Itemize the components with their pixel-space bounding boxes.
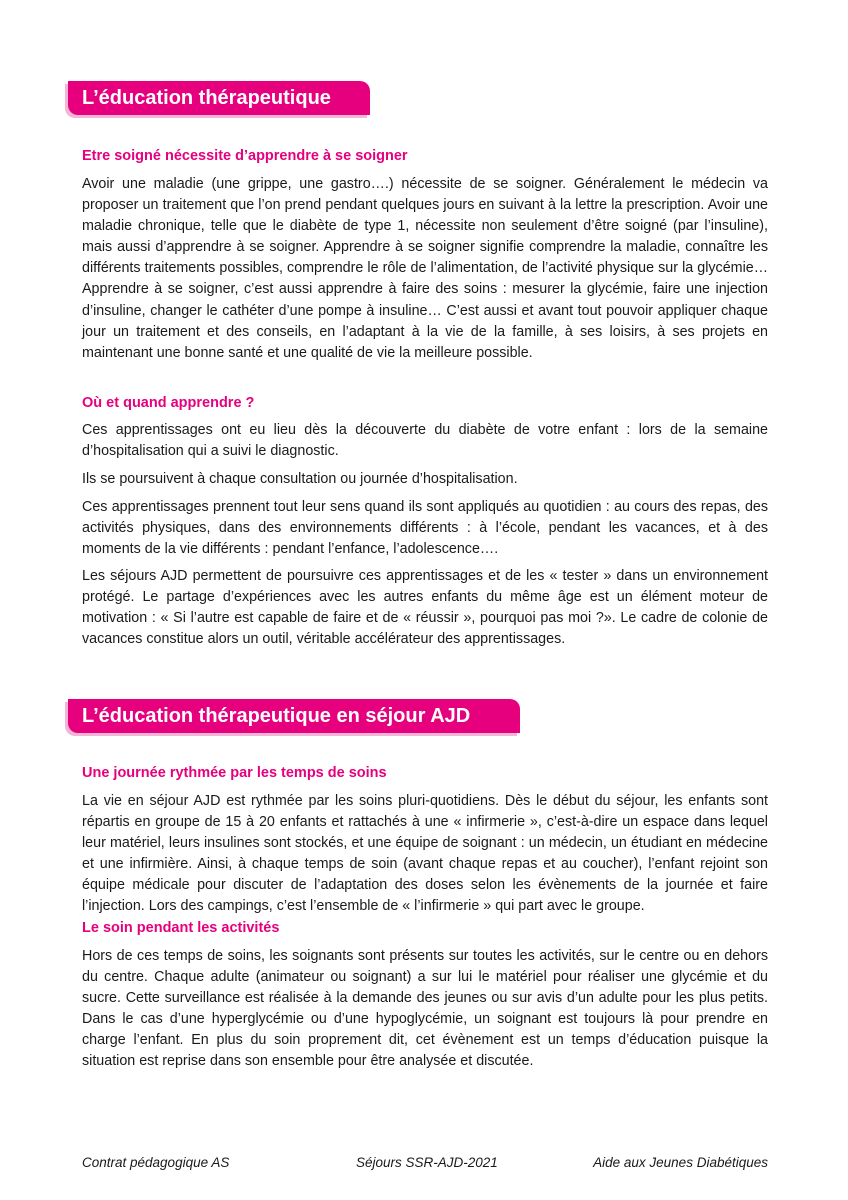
- paragraph: Ils se poursuivent à chaque consultation ou journée d’hospitalisation.: [82, 471, 518, 487]
- paragraph: Hors de ces temps de soins, les soignants sont présents sur toutes les activités, sur le centre ou en dehors du centre. Chaque adulte (animateur ou soignant) a sur lui le matériel pour réaliser une glycémie et du sucre. Cette surveillance est réalisée à la demande des jeunes ou sur avis d’un adulte pour les plus petits. Dans le cas d’une hyperglycémie ou d’une hypoglycémie, un soignant est toujours là pour prendre en charge l’enfant. En plus du soin proprement dit, cet évènement est un temps d’éducation puisque la situation est reprise dans son ensemble pour être analysée et discutée.: [82, 948, 768, 1070]
- footer-center: Séjours SSR-AJD-2021: [356, 1155, 498, 1170]
- section-title-banner: L’éducation thérapeutique: [68, 81, 370, 115]
- subsection-heading: Où et quand apprendre ?: [82, 395, 255, 411]
- subsection-heading: Etre soigné nécessite d’apprendre à se soigner: [82, 148, 408, 164]
- paragraph: Ces apprentissages ont eu lieu dès la découverte du diabète de votre enfant : lors de la semaine d’hospitalisation qui a suivi le diagnostic.: [82, 422, 768, 460]
- section-title-banner: L’éducation thérapeutique en séjour AJD: [68, 699, 520, 733]
- paragraph: Les séjours AJD permettent de poursuivre ces apprentissages et de les « tester » dans un environnement protégé. Le partage d’expériences avec les autres enfants du même âge est un élément moteur de motivation : « Si l’autre est capable de faire et de « réussir », pourquoi pas moi ?». Le cadre de colonie de vacances constitue alors un outil, véritable accélérateur des apprentissages.: [82, 568, 768, 648]
- subsection-heading: Une journée rythmée par les temps de soins: [82, 765, 387, 781]
- paragraph: Ces apprentissages prennent tout leur sens quand ils sont appliqués au quotidien : au cours des repas, des activités physiques, dans des environnements différents : à l’école, pendant les vacances, et à des moments de la vie différents : pendant l’enfance, l’adolescence….: [82, 499, 768, 558]
- paragraph: Avoir une maladie (une grippe, une gastro….) nécessite de se soigner. Généralement le médecin va proposer un traitement que l’on prend pendant quelques jours en suivant à la lettre la prescription. Avoir une maladie chronique, telle que le diabète de type 1, nécessite non seulement d’être soigné (par l’insuline), mais aussi d’apprendre à se soigner. Apprendre à se soigner signifie comprendre la maladie, connaître les différents traitements possibles, comprendre le rôle de l’alimentation, de l’activité physique sur la glycémie… Apprendre à se soigner, c’est aussi apprendre à faire des soins : mesurer la glycémie, faire une injection d’insuline, changer le cathéter d’une pompe à insuline… C’est aussi et avant tout pouvoir appliquer chaque jour un traitement et des conseils, en l’adaptant à la vie de la famille, à ses loisirs, à ses projets en maintenant une bonne santé et une qualité de vie la meilleure possible.: [82, 176, 768, 361]
- subsection-heading: Le soin pendant les activités: [82, 920, 280, 936]
- paragraph: La vie en séjour AJD est rythmée par les soins pluri-quotidiens. Dès le début du séjour, les enfants sont répartis en groupe de 15 à 20 enfants et rattachés à une « infirmerie », c’est-à-dire un espace dans lequel leur matériel, leurs insulines sont stockés, et une équipe de soignant : un médecin, un étudiant en médecine et une infirmière. Ainsi, à chaque temps de soin (avant chaque repas et au coucher), l’enfant rejoint son équipe médicale pour discuter de l’adaptation des doses selon les évènements de la journée et faire l’injection. Lors des campings, c’est l’ensemble de « l’infirmerie » qui part avec le groupe.: [82, 793, 768, 915]
- footer-right: Aide aux Jeunes Diabétiques: [593, 1155, 768, 1170]
- footer-left: Contrat pédagogique AS: [82, 1155, 230, 1170]
